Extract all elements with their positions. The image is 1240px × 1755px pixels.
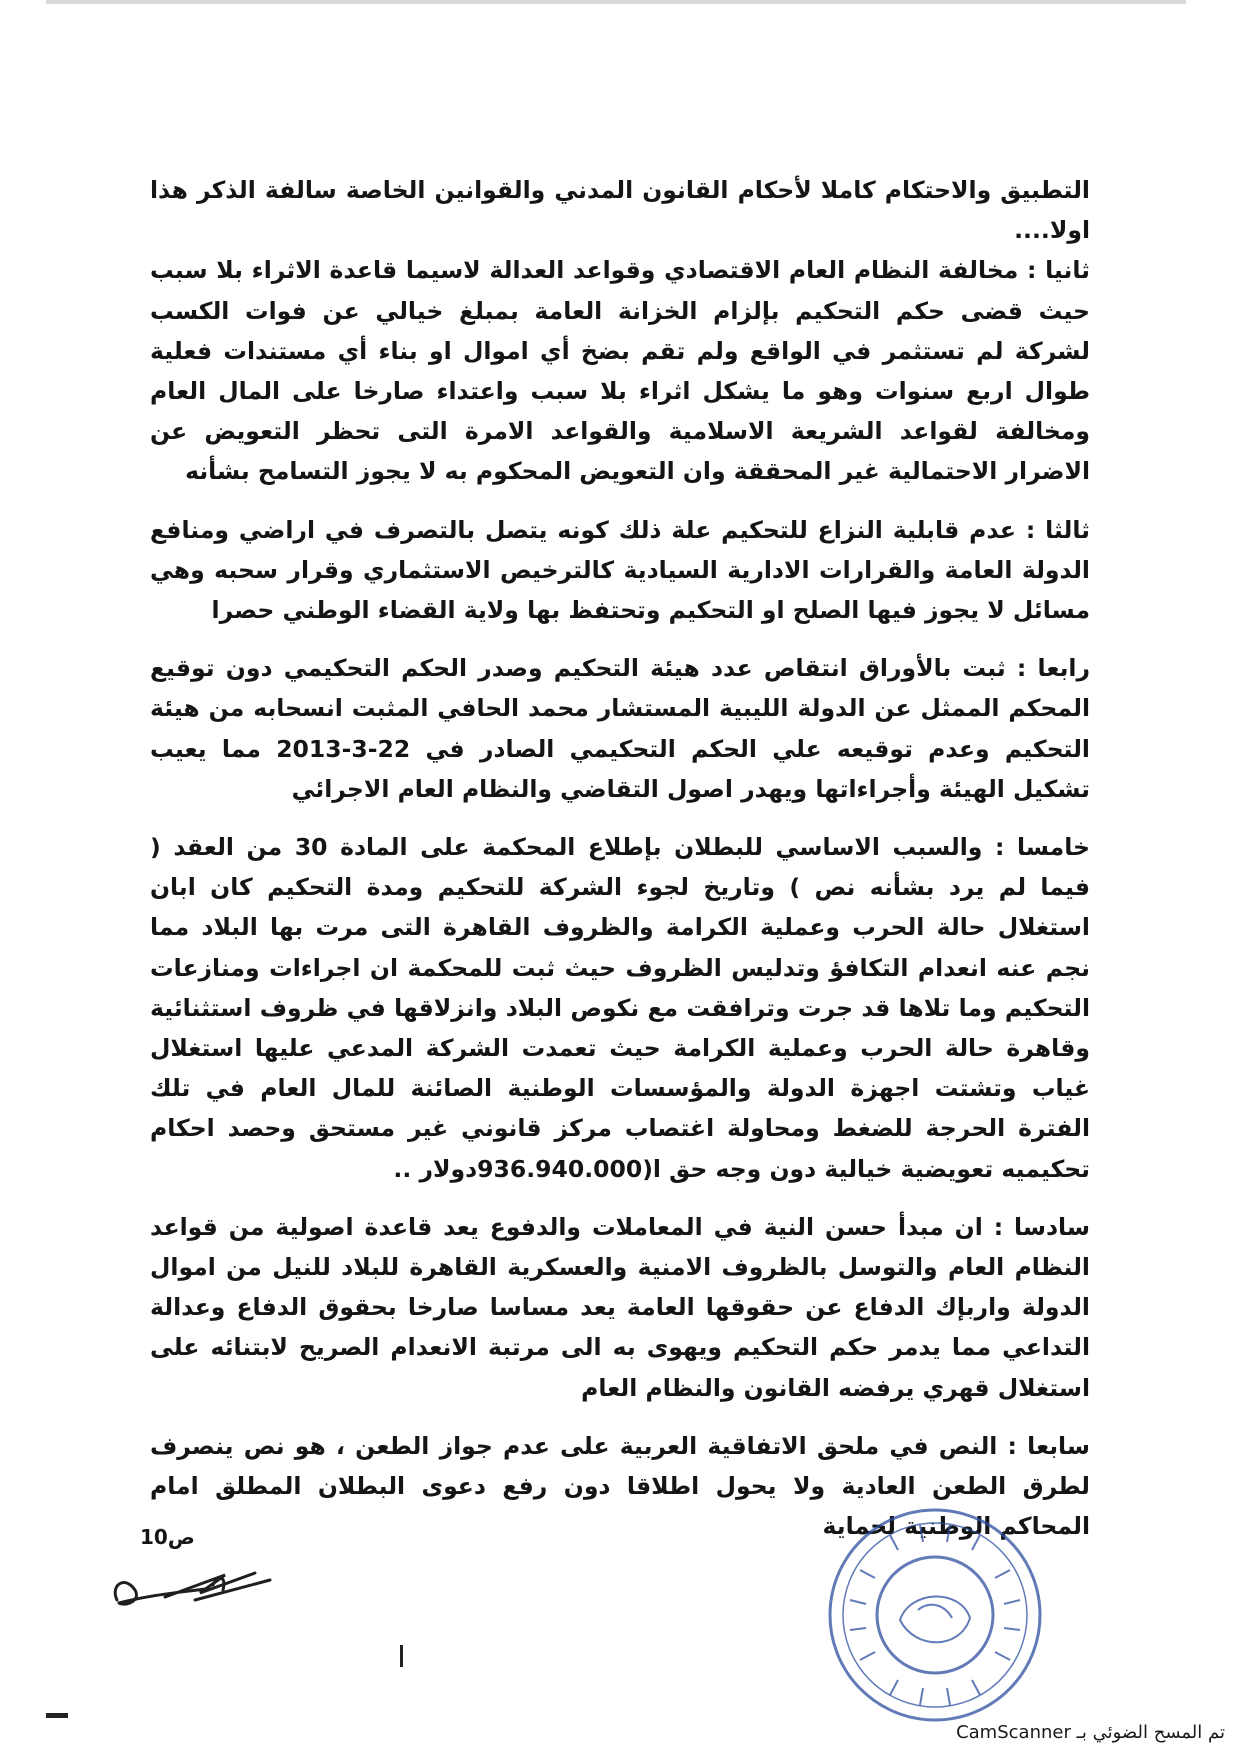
paragraph-5: سادسا : ان مبدأ حسن النية في المعاملات والدفوع يعد قاعدة اصولية من قواعد النظام العام والتوسل بالظروف الامنية والعسكرية القاهرة للبلاد للنيل من اموال الدولة واربإك الدفاع عن حقوقها العامة يعد مساسا صارخا بحقوق الدفاع وعدالة التداعي مما يدمر حكم التحكيم ويهوى به الى مرتبة الانعدام الصريح لابتنائه على استغلال قهري يرفضه القانون والنظام العام xyxy=(150,1212,1090,1402)
paragraph-3: رابعا : ثبت بالأوراق انتقاص عدد هيئة التحكيم وصدر الحكم التحكيمي دون توقيع المحكم الممثل عن الدولة الليبية المستشار محمد الحافي المثبت انسحابه من هيئة التحكيم وعدم توقيعه علي الحكم التحكيمي الصادر في 22-3-2013 مما يعيب تشكيل الهيئة وأجراءاتها ويهدر اصول التقاضي والنظام العام الاجرائي xyxy=(150,654,1090,803)
document-body xyxy=(150,170,1090,1565)
scan-artifact-mark-2 xyxy=(46,1713,68,1718)
scanner-footer: تم المسح الضوئي بـ CamScanner xyxy=(956,1722,1225,1743)
scan-artifact-mark xyxy=(400,1645,403,1667)
scan-edge-mark xyxy=(46,0,1186,4)
paragraph-1: التطبيق والاحتكام كاملا لأحكام القانون المدني والقوانين الخاصة سالفة الذكر هذا اولا.... ثانيا : مخالفة النظام العام الاقتصادي وقواعد العدالة لاسيما قاعدة الاثراء بلا سبب حيث قضى حكم التحكيم بإلزام الخزانة العامة بمبلغ خيالي عن فوات الكسب لشركة لم تستثمر في الواقع ولم تقم بضخ أي اموال او بناء أي مستندات فعلية طوال اربع سنوات وهو ما يشكل اثراء بلا سبب واعتداء صارخا على المال العام ومخالفة لقواعد الشريعة الاسلامية والقواعد الامرة التى تحظر التعويض عن الاضرار الاحتمالية غير المحققة وان التعويض المحكوم به لا يجوز التسامح بشأنه xyxy=(150,176,1090,486)
paragraph-4: خامسا : والسبب الاساسي للبطلان بإطلاع المحكمة على المادة 30 من العقد ( فيما لم يرد بشأنه نص ) وتاريخ لجوء الشركة للتحكيم ومدة التحكيم كان ابان استغلال حالة الحرب وعملية الكرامة والظروف القاهرة التى مرت بها البلاد مما نجم عنه انعدام التكافؤ وتدليس الظروف حيث ثبت للمحكمة ان اجراءات ومنازعات التحكيم وما تلاها قد جرت وترافقت مع نكوص البلاد وانزلاقها في ظروف استثنائية وقاهرة حالة الحرب وعملية الكرامة حيث تعمدت الشركة المدعي عليها استغلال غياب وتشتت اجهزة الدولة والمؤسسات الوطنية الصائنة للمال العام في تلك الفترة الحرجة للضغط ومحاولة اغتصاب مركز قانوني غير مستحق وحصد احكام تحكيميه تعويضية خيالية دون وجه حق ا(936.940.000دولار .. xyxy=(150,833,1090,1183)
official-seal-icon xyxy=(820,1500,1050,1730)
paragraph-2: ثالثا : عدم قابلية النزاع للتحكيم علة ذلك كونه يتصل بالتصرف في اراضي ومنافع الدولة العامة والقرارات الادارية السيادية كالترخيص الاستثماري وقرار سحبه وهي مسائل لا يجوز فيها الصلح او التحكيم وتحتفظ بها ولاية القضاء الوطني حصرا xyxy=(150,515,1090,625)
signature-icon xyxy=(105,1545,280,1615)
page-number: ص10 xyxy=(140,1525,195,1549)
paragraph-6: سابعا : النص في ملحق الاتفاقية العربية على عدم جواز الطعن ، هو نص ينصرف لطرق الطعن العادية ولا يحول اطلاقا دون رفع دعوى البطلان المطلق امام المحاكم الوطنية لحماية xyxy=(150,1431,1090,1541)
